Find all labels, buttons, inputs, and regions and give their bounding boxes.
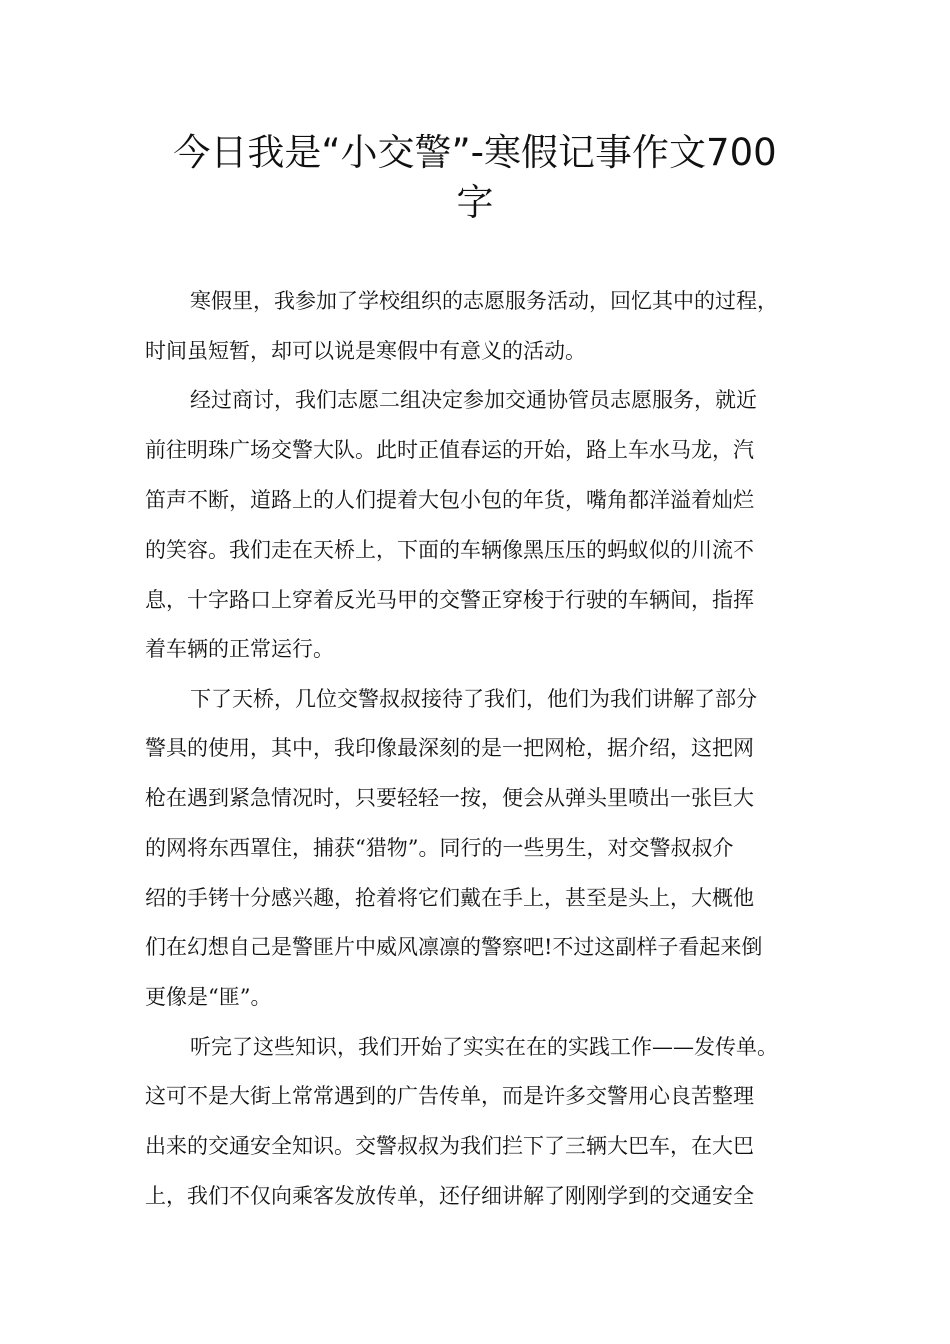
body-line: 的网将东西罩住，捕获“猎物”。同行的一些男生，对交警叔叔介: [145, 836, 734, 860]
body-line: 前往明珠广场交警大队。此时正值春运的开始，路上车水马龙，汽: [145, 438, 754, 462]
body-line: 笛声不断，道路上的人们提着大包小包的年货，嘴角都洋溢着灿烂: [145, 488, 754, 512]
body-line: 上，我们不仅向乘客发放传单，还仔细讲解了刚刚学到的交通安全: [145, 1184, 754, 1208]
body-line: 息，十字路口上穿着反光马甲的交警正穿梭于行驶的车辆间，指挥: [145, 588, 754, 612]
body-line: 寒假里，我参加了学校组织的志愿服务活动，回忆其中的过程，: [190, 289, 778, 313]
body-line: 的笑容。我们走在天桥上，下面的车辆像黑压压的蚂蚁似的川流不: [145, 538, 754, 562]
body-line: 听完了这些知识，我们开始了实实在在的实践工作——发传单。: [190, 1035, 778, 1059]
title-line-2: 字: [456, 181, 494, 224]
title-line-1: 今日我是“小交警”-寒假记事作文700: [173, 131, 777, 174]
body-line: 更像是“匪”。: [145, 985, 272, 1009]
body-line: 枪在遇到紧急情况时，只要轻轻一按，便会从弹头里喷出一张巨大: [145, 786, 754, 810]
body-line: 经过商讨，我们志愿二组决定参加交通协管员志愿服务，就近: [190, 388, 757, 412]
document-title: [100, 128, 850, 228]
body-line: 这可不是大街上常常遇到的广告传单，而是许多交警用心良苦整理: [145, 1084, 754, 1108]
body-line: 时间虽短暂，却可以说是寒假中有意义的活动。: [145, 339, 586, 363]
body-line: 警具的使用，其中，我印像最深刻的是一把网枪，据介绍，这把网: [145, 736, 754, 760]
body-line: 出来的交通安全知识。交警叔叔为我们拦下了三辆大巴车，在大巴: [145, 1134, 754, 1158]
body-line: 绍的手铐十分感兴趣，抢着将它们戴在手上，甚至是头上，大概他: [145, 886, 754, 910]
body-line: 们在幻想自己是警匪片中威风凛凛的警察吧!不过这副样子看起来倒: [145, 935, 763, 959]
body-line: 着车辆的正常运行。: [145, 637, 334, 661]
body-line: 下了天桥，几位交警叔叔接待了我们，他们为我们讲解了部分: [190, 687, 757, 711]
